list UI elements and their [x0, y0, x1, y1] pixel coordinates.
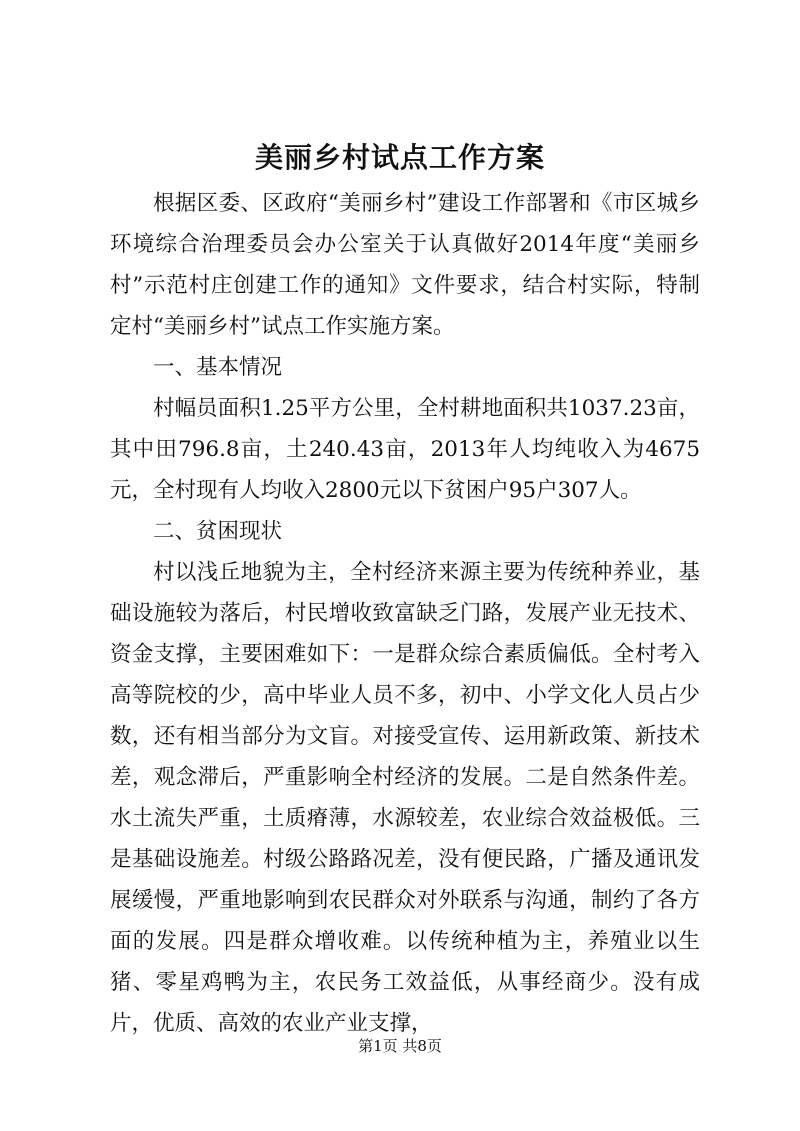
section-heading-basic-situation: 一、基本情况 [153, 355, 283, 380]
document-body [110, 183, 700, 1044]
basic-situation-paragraph: 村幅员面积1.25平方公里，全村耕地面积共1037.23亩，其中田796.8亩，土240.43亩，2013年人均纯收入为4675元，全村现有人均收入2800元以下贫困户95户307人。 [110, 396, 700, 503]
section-heading-poverty-status: 二、贫困现状 [153, 519, 283, 544]
document-title: 美丽乡村试点工作方案 [254, 141, 545, 174]
poverty-status-paragraph: 村以浅丘地貌为主，全村经济来源主要为传统种养业，基础设施较为落后，村民增收致富缺乏门路，发展产业无技术、资金支撑，主要困难如下：一是群众综合素质偏低。全村考入高等院校的少，高中毕业人员不多，初中、小学文化人员占少数，还有相当部分为文盲。对接受宣传、运用新政策、新技术差，观念滞后，严重影响全村经济的发展。二是自然条件差。水土流失严重，土质瘠薄，水源较差，农业综合效益极低。三是基础设施差。村级公路路况差，没有便民路，广播及通讯发展缓慢，严重地影响到农民群众对外联系与沟通，制约了各方面的发展。四是群众增收难。以传统种植为主，养殖业以生猪、零星鸡鸭为主，农民务工效益低，从事经商少。没有成片，优质、高效的农业产业支撑， [110, 560, 700, 1036]
page-footer: 第1页 共8页 [358, 1037, 442, 1055]
intro-paragraph: 根据区委、区政府“美丽乡村”建设工作部署和《市区城乡环境综合治理委员会办公室关于认真做好2014年度“美丽乡村”示范村庄创建工作的通知》文件要求，结合村实际，特制定村“美丽乡村”试点工作实施方案。 [110, 191, 700, 339]
